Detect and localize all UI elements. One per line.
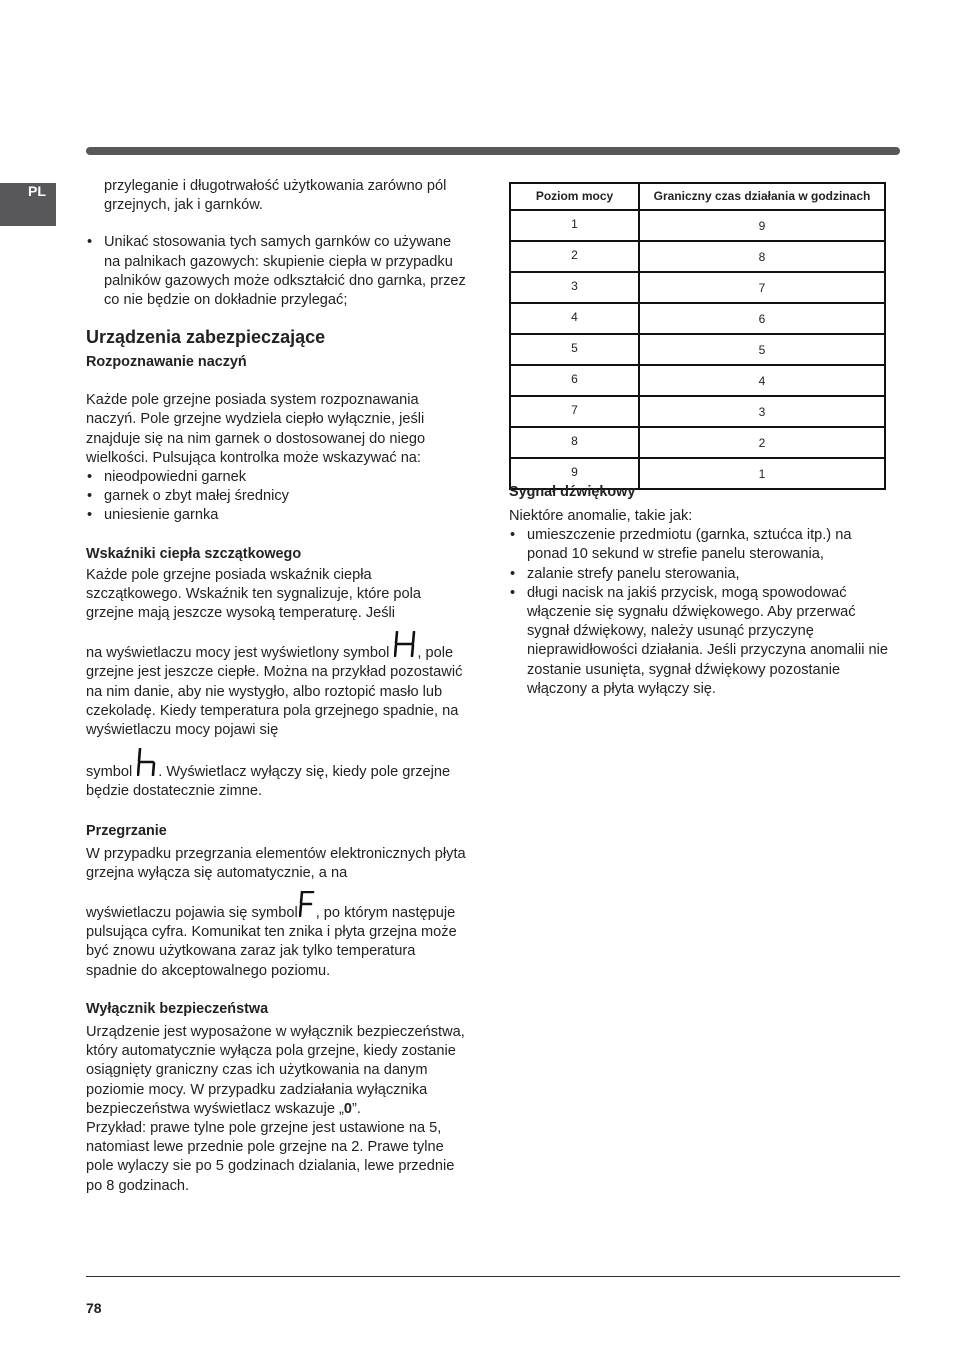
section-heading: Urządzenia zabezpieczające bbox=[86, 327, 326, 348]
F-segment-icon bbox=[299, 891, 315, 917]
recognition-title: Rozpoznawanie naczyń bbox=[86, 354, 247, 371]
list-item: • umieszczenie przedmiotu (garnka, sztućca itp.) na ponad 10 sekund w strefie panelu sterowania, bbox=[509, 526, 889, 564]
language-tab bbox=[0, 183, 56, 226]
power-limit-table bbox=[509, 182, 886, 490]
level-cell: 6 bbox=[510, 365, 639, 396]
column-header-hours: Graniczny czas działania w godzinach bbox=[639, 183, 885, 210]
level-cell: 2 bbox=[510, 241, 639, 272]
residual-title: Wskaźniki ciepła szczątkowego bbox=[86, 545, 302, 562]
level-cell: 5 bbox=[510, 334, 639, 365]
level-cell: 8 bbox=[510, 427, 639, 458]
list-item: • długi nacisk na jakiś przycisk, mogą spowodować włączenie się sygnału dźwiękowego. Aby przerwać sygnał dźwiękowy, należy usunąć przyczynę nieprawidłowości działania. Jeśli przyczyna anomalii nie zostanie usunięta, sygnał dźwiękowy pozostanie włączony a płyta wyłączy się. bbox=[509, 584, 889, 699]
overheat-text-2b: , po którym następuje pulsująca cyfra. Komunikat ten znika i płyta grzejna może być znowu użytkowana zaraz jak tylko temperatura spadnie do akceptowalnego poziomu. bbox=[86, 905, 457, 979]
overheat-text-1: W przypadku przegrzania elementów elektronicznych płyta grzejna wyłącza się automatycznie, a na bbox=[86, 845, 466, 881]
recognition-list bbox=[86, 468, 466, 526]
hours-cell: 1 bbox=[639, 458, 885, 489]
table-row bbox=[510, 303, 885, 334]
page-number: 78 bbox=[86, 1300, 102, 1316]
language-label: PL bbox=[28, 183, 46, 199]
hours-cell: 5 bbox=[639, 334, 885, 365]
hours-cell: 6 bbox=[639, 303, 885, 334]
level-cell: 7 bbox=[510, 396, 639, 427]
H-segment-icon bbox=[394, 631, 416, 657]
table-row bbox=[510, 334, 885, 365]
residual-text-3b: . Wyświetlacz wyłączy się, kiedy pole grzejne będzie dostatecznie zimne. bbox=[86, 764, 451, 800]
left-column bbox=[86, 177, 466, 1196]
residual-text-1: Każde pole grzejne posiada wskaźnik ciepła szczątkowego. Wskaźnik ten sygnalizuje, które pola grzejne mają jeszcze wysoką temperaturę. Jeśli bbox=[86, 566, 422, 622]
level-cell: 4 bbox=[510, 303, 639, 334]
table-row bbox=[510, 210, 885, 241]
list-item: • garnek o zbyt małej średnicy bbox=[86, 487, 466, 506]
table-row bbox=[510, 272, 885, 303]
safety-text-2: Przykład: prawe tylne pole grzejne jest ustawione na 5, natomiast lewe przednie pole grzejne na 2. Prawe tylne pole wylaczy sie po 5 godzinach dzialania, lewe przednie po 8 godzinach. bbox=[86, 1119, 455, 1194]
level-cell: 1 bbox=[510, 210, 639, 241]
table-row bbox=[510, 427, 885, 458]
h-segment-icon bbox=[137, 748, 157, 776]
list-item: • nieodpowiedni garnek bbox=[86, 468, 466, 487]
column-header-level: Poziom mocy bbox=[510, 183, 639, 210]
safety-text-1: Urządzenie jest wyposażone w wyłącznik bezpieczeństwa, który automatycznie wyłącza pola grzejne, kiedy zostanie osiągnięty graniczny czas ich użytkowania na danym poziomie mocy. W przypadku zadziałania wyłącznika bezpieczeństwa wyświetlacz wskazuje „0”. bbox=[86, 1023, 465, 1117]
residual-text-3 bbox=[86, 748, 466, 801]
overheat-text-2a: wyświetlaczu pojawia się symbol bbox=[86, 905, 298, 922]
table-header-row bbox=[510, 183, 885, 210]
list-item: • Unikać stosowania tych samych garnków co używane na palnikach gazowych: skupienie ciepła w przypadku palników gazowych może odkształcić dno garnka, przez co nie będzie on dokładnie przylegać; bbox=[86, 233, 466, 310]
residual-text-2b: , pole grzejne jest jeszcze ciepłe. Można na przykład pozostawić na nim danie, aby nie wystygło, albo roztopić masło lub czekoladę. Kiedy temperatura pola grzejnego spadnie, na wyświetlaczu mocy pojawi się bbox=[86, 645, 463, 739]
residual-text-2a: na wyświetlaczu mocy jest wyświetlony symbol bbox=[86, 645, 390, 662]
sound-intro: Niektóre anomalie, takie jak: bbox=[509, 508, 693, 524]
hours-cell: 7 bbox=[639, 272, 885, 303]
overheat-text-2 bbox=[86, 891, 466, 981]
residual-text-3a: symbol bbox=[86, 764, 133, 781]
hours-cell: 8 bbox=[639, 241, 885, 272]
level-cell: 9 bbox=[510, 458, 639, 489]
gas-bullet-list bbox=[86, 233, 466, 310]
hours-cell: 3 bbox=[639, 396, 885, 427]
hours-cell: 9 bbox=[639, 210, 885, 241]
residual-text-2 bbox=[86, 631, 466, 740]
sound-list bbox=[509, 526, 889, 699]
safety-zero: 0 bbox=[343, 1100, 353, 1117]
continued-paragraph: przyleganie i długotrwałość użytkowania zarówno pól grzejnych, jak i garnków. bbox=[104, 178, 447, 214]
table-row bbox=[510, 241, 885, 272]
hours-cell: 2 bbox=[639, 427, 885, 458]
recognition-text: Każde pole grzejne posiada system rozpoznawania naczyń. Pole grzejne wydziela ciepło wyłącznie, jeśli znajduje się na nim garnek o dostosowanej do niego wielkości. Pulsująca kontrolka może wskazywać na: bbox=[86, 392, 426, 466]
bottom-rule bbox=[86, 1276, 900, 1277]
list-item: • uniesienie garnka bbox=[86, 506, 466, 525]
table-row bbox=[510, 365, 885, 396]
table-row bbox=[510, 396, 885, 427]
hours-cell: 4 bbox=[639, 365, 885, 396]
right-column bbox=[509, 483, 889, 699]
level-cell: 3 bbox=[510, 272, 639, 303]
sound-title: Sygnał dźwiękowy bbox=[509, 484, 636, 500]
list-item: • zalanie strefy panelu sterowania, bbox=[509, 565, 889, 584]
overheat-title: Przegrzanie bbox=[86, 822, 167, 839]
safety-title: Wyłącznik bezpieczeństwa bbox=[86, 1000, 269, 1017]
top-rule bbox=[86, 147, 900, 155]
